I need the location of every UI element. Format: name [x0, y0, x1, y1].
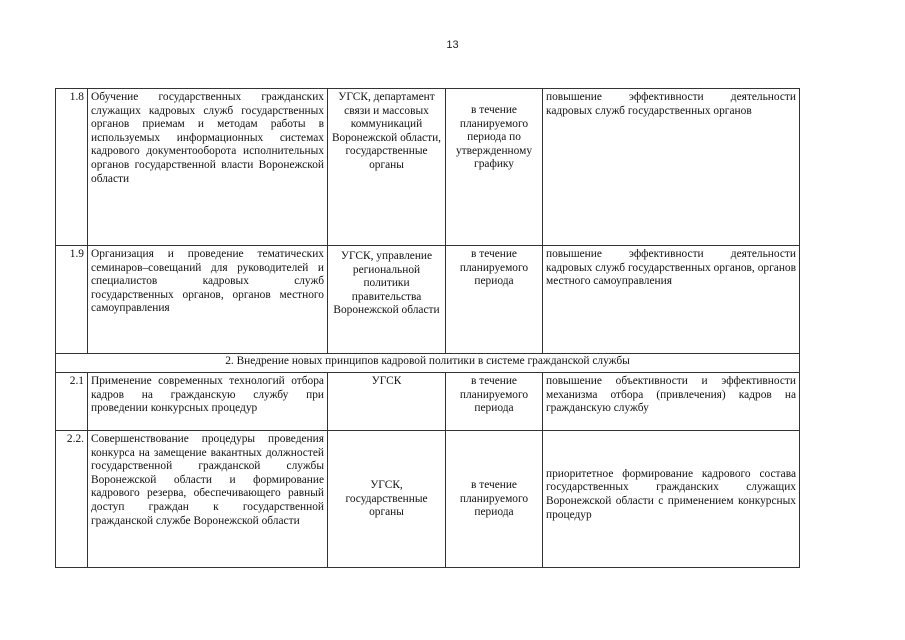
action-plan-table — [55, 88, 800, 568]
table-row — [56, 431, 800, 568]
term-cell: в течение планируемого периода — [446, 246, 543, 354]
activity-cell: Организация и проведение тематических семинаров–совещаний для руководителей и специалистов кадровых служб государственных органов, органов местного самоуправления — [88, 246, 328, 354]
table-row — [56, 89, 800, 246]
executor-cell: УГСК, департамент связи и массовых коммуникаций Воронежской области, государственные органы — [328, 89, 446, 246]
executor-cell: УГСК — [328, 373, 446, 431]
result-cell: повышение эффективности деятельности кадровых служб государственных органов — [543, 89, 800, 246]
result-cell: повышение эффективности деятельности кадровых служб государственных органов, органов местного самоуправления — [543, 246, 800, 354]
result-cell: повышение объективности и эффективности механизма отбора (привлечения) кадров на гражданскую службу — [543, 373, 800, 431]
activity-cell: Обучение государственных гражданских служащих кадровых служб государственных органов приемам и методам работы в используемых информационных системах кадрового документооборота исполнительных органов государственной власти Воронежской области — [88, 89, 328, 246]
table-row — [56, 373, 800, 431]
term-cell: в течение планируемого периода — [446, 373, 543, 431]
term-cell: в течение планируемого периода по утвержденному графику — [446, 89, 543, 246]
item-number: 1.8 — [56, 89, 88, 246]
activity-cell: Применение современных технологий отбора кадров на гражданскую службу при проведении конкурсных процедур — [88, 373, 328, 431]
result-cell: приоритетное формирование кадрового состава государственных гражданских служащих Воронежской области с применением конкурсных процедур — [543, 431, 800, 568]
term-cell: в течение планируемого периода — [446, 431, 543, 568]
page-number: 13 — [446, 39, 459, 51]
item-number: 2.1 — [56, 373, 88, 431]
executor-cell: УГСК, управление региональной политики правительства Воронежской области — [328, 246, 446, 354]
item-number: 2.2. — [56, 431, 88, 568]
section-title: 2. Внедрение новых принципов кадровой политики в системе гражданской службы — [56, 354, 800, 373]
section-heading-row — [56, 354, 800, 373]
executor-cell: УГСК, государственные органы — [328, 431, 446, 568]
item-number: 1.9 — [56, 246, 88, 354]
activity-cell: Совершенствование процедуры проведения конкурса на замещение вакантных должностей государственной гражданской службы Воронежской области и формирование кадрового резерва, обеспечивающего равный доступ граждан к государственной гражданской службе Воронежской области — [88, 431, 328, 568]
table-row — [56, 246, 800, 354]
